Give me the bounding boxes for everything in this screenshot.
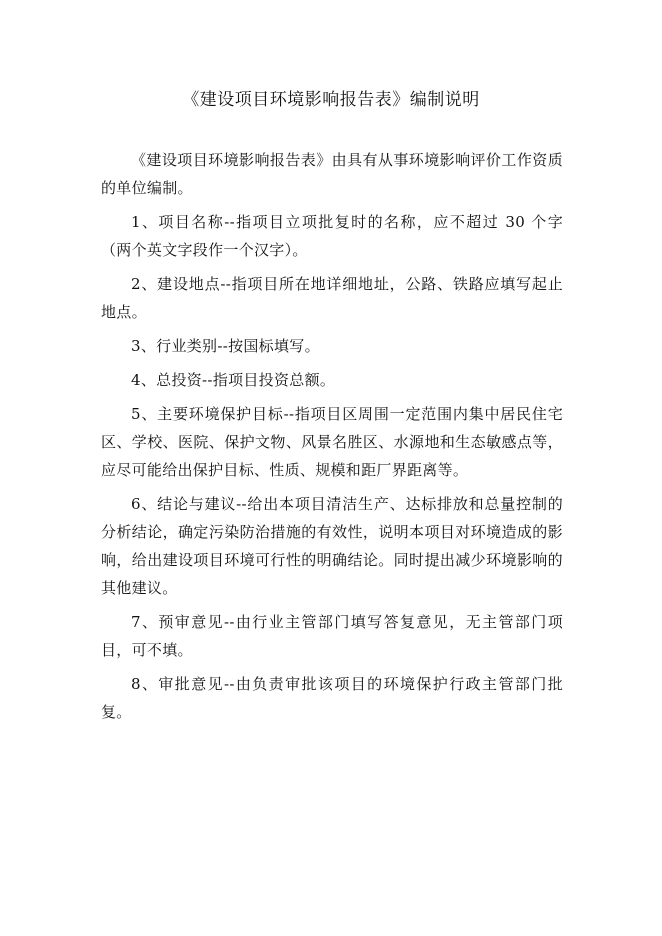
intro-paragraph: 《建设项目环境影响报告表》由具有从事环境影响评价工作资质的单位编制。	[101, 151, 563, 197]
document-body	[101, 146, 563, 732]
item-total-investment: 4、总投资--指项目投资总额。	[131, 371, 336, 389]
item-preliminary-review: 7、预审意见--由行业主管部门填写答复意见，无主管部门项目，可不填。	[101, 613, 563, 659]
item-conclusion-suggestion: 6、结论与建议--给出本项目清洁生产、达标排放和总量控制的分析结论，确定污染防治措施的有效性，说明本项目对环境造成的影响，给出建设项目环境可行性的明确结论。同时提出减少环境影响的其他建议。	[101, 495, 563, 597]
item-approval-opinion: 8、审批意见--由负责审批该项目的环境保护行政主管部门批复。	[101, 675, 563, 721]
item-protection-targets: 5、主要环境保护目标--指项目区周围一定范围内集中居民住宅区、学校、医院、保护文物、风景名胜区、水源地和生态敏感点等，应尽可能给出保护目标、性质、规模和距厂界距离等。	[101, 405, 563, 479]
item-construction-site: 2、建设地点--指项目所在地详细地址，公路、铁路应填写起止地点。	[101, 275, 563, 321]
item-project-name: 1、项目名称--指项目立项批复时的名称，应不超过 30 个字（两个英文字段作一个汉字）。	[101, 213, 563, 259]
item-industry-category: 3、行业类别--按国标填写。	[131, 337, 320, 355]
document-title: 《建设项目环境影响报告表》编制说明	[182, 90, 480, 110]
